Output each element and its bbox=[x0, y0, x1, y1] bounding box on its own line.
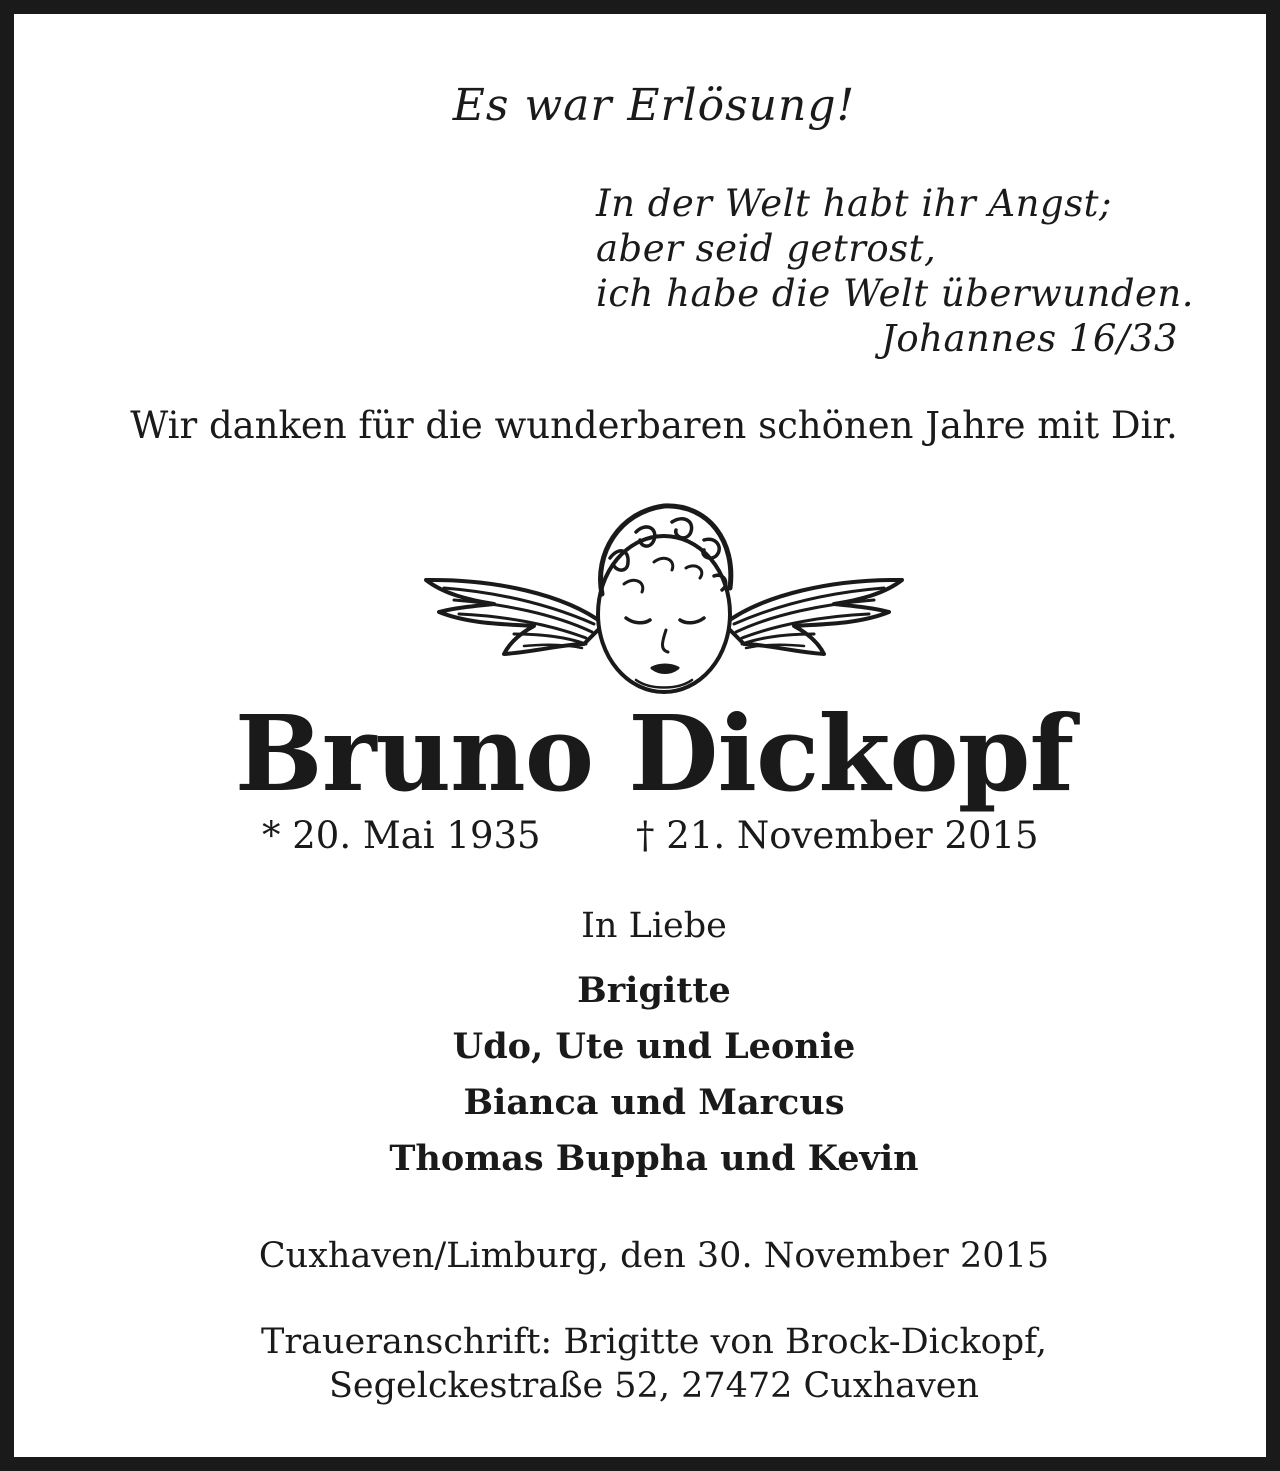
cherub-angel-icon bbox=[414, 484, 914, 704]
deceased-name: Bruno Dickopf bbox=[234, 692, 1074, 815]
thanks-text: Wir danken für die wunderbaren schönen Jahre mit Dir. bbox=[130, 404, 1178, 447]
birth-date: * 20. Mai 1935 bbox=[262, 814, 541, 857]
family-member: Brigitte bbox=[577, 970, 731, 1011]
place-date: Cuxhaven/Limburg, den 30. November 2015 bbox=[258, 1236, 1050, 1276]
verse-line-1: In der Welt habt ihr Angst; bbox=[596, 182, 1112, 225]
in-love-text: In Liebe bbox=[581, 906, 727, 946]
verse-line-2: aber seid getrost, bbox=[596, 227, 937, 270]
address-line-2: Segelckestraße 52, 27472 Cuxhaven bbox=[328, 1366, 980, 1406]
death-date: † 21. November 2015 bbox=[636, 814, 1039, 857]
family-member: Bianca und Marcus bbox=[463, 1082, 845, 1123]
family-member: Thomas Buppha und Kevin bbox=[389, 1138, 919, 1179]
verse-reference: Johannes 16/33 bbox=[881, 317, 1178, 360]
family-member: Udo, Ute und Leonie bbox=[452, 1026, 856, 1067]
verse-line-3: ich habe die Welt überwunden. bbox=[596, 272, 1195, 315]
motto: Es war Erlösung! bbox=[452, 80, 856, 131]
address-line-1: Traueranschrift: Brigitte von Brock-Dickopf, bbox=[261, 1322, 1047, 1362]
